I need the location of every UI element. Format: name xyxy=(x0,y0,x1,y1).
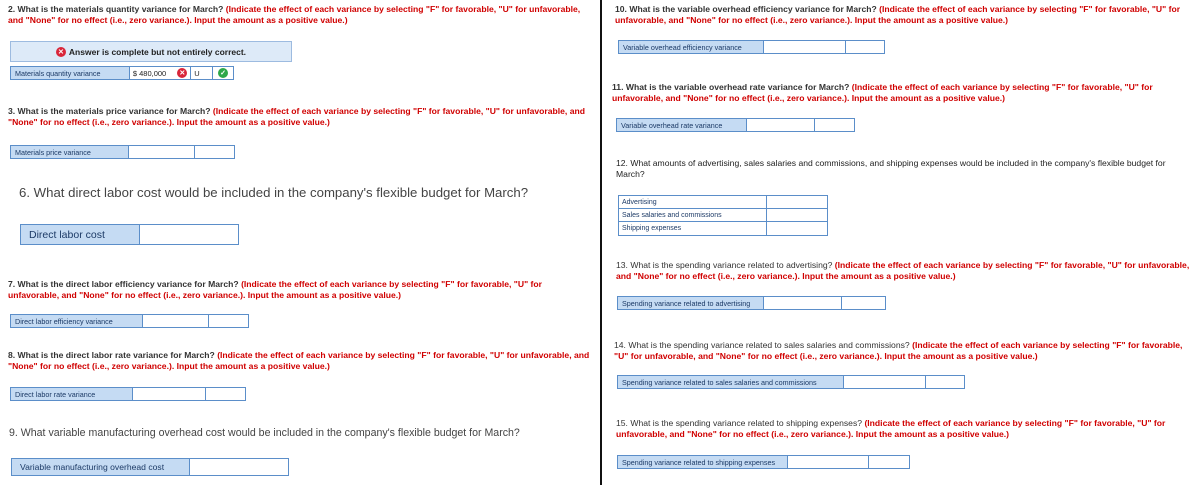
variable-manufacturing-overhead-cost-input[interactable] xyxy=(190,459,288,475)
row-label: Spending variance related to shipping expenses xyxy=(618,456,788,468)
question-7-instruction: (Indicate the effect of each variance by selecting "F" for favorable, "U" for unfavorable, and "None" for no effect (i.e., zero variance.). Input the amount as a positive value.) xyxy=(8,279,542,300)
amount-input[interactable] xyxy=(844,376,926,388)
amount-input[interactable] xyxy=(129,146,195,158)
direct-labor-rate-variance-row xyxy=(10,387,246,401)
materials-price-variance-row xyxy=(10,145,235,159)
question-10: 10. What is the variable overhead efficiency variance for March? (Indicate the effect of each variance by selecting "F" for favorable, "U" for unfavorable, and "None" for no effect (i.e., zero variance.). Input the amount as a positive value.) xyxy=(615,4,1181,25)
question-10-instruction: (Indicate the effect of each variance by selecting "F" for favorable, "U" for unfavorable, and "None" for no effect (i.e., zero variance.). Input the amount as a positive value.) xyxy=(615,4,1181,25)
question-3: 3. What is the materials price variance for March? (Indicate the effect of each variance by selecting "F" for favorable, "U" for unfavorable, and "None" for no effect (i.e., zero variance.). Input the amount as a positive value.) xyxy=(8,106,585,127)
question-11: 11. What is the variable overhead rate variance for March? (Indicate the effect of each variance by selecting "F" for favorable, "U" for unfavorable, and "None" for no effect (i.e., zero variance.). Input the amount as a positive value.) xyxy=(612,82,1153,103)
check-circle-icon: ✓ xyxy=(218,68,228,78)
advertising-input[interactable] xyxy=(767,196,827,208)
effect-select[interactable] xyxy=(206,388,245,400)
variable-overhead-efficiency-variance-row xyxy=(618,40,885,54)
direct-labor-efficiency-variance-row xyxy=(10,314,249,328)
row-label: Sales salaries and commissions xyxy=(619,209,767,221)
variable-manufacturing-overhead-cost-row xyxy=(11,458,289,476)
amount-input[interactable] xyxy=(788,456,869,468)
status-cell xyxy=(213,67,233,79)
effect-select[interactable] xyxy=(846,41,884,53)
question-2: 2. What is the materials quantity variance for March? (Indicate the effect of each variance by selecting "F" for favorable, "U" for unfavorable, and "None" for no effect (i.e., zero variance.). Input the amount as a positive value.) xyxy=(8,4,581,25)
question-15: 15. What is the spending variance related to shipping expenses? (Indicate the effect of each variance by selecting "F" for favorable, "U" for unfavorable, and "None" for no effect (i.e., zero variance.). Input the amount as a positive value.) xyxy=(616,418,1166,439)
question-8-instruction: (Indicate the effect of each variance by selecting "F" for favorable, "U" for unfavorable, and "None" for no effect (i.e., zero variance.). Input the amount as a positive value.) xyxy=(8,350,590,371)
effect-select[interactable] xyxy=(191,67,213,79)
materials-quantity-variance-row xyxy=(10,66,234,80)
effect-select[interactable] xyxy=(815,119,854,131)
question-8: 8. What is the direct labor rate variance for March? (Indicate the effect of each variance by selecting "F" for favorable, "U" for unfavorable, and "None" for no effect (i.e., zero variance.). Input the amount as a positive value.) xyxy=(8,350,590,371)
question-15-instruction: (Indicate the effect of each variance by selecting "F" for favorable, "U" for unfavorable, and "None" for no effect (i.e., zero variance.). Input the amount as a positive value.) xyxy=(616,418,1166,439)
row-label: Variable manufacturing overhead cost xyxy=(12,459,190,475)
question-11-instruction: (Indicate the effect of each variance by selecting "F" for favorable, "U" for unfavorable, and "None" for no effect (i.e., zero variance.). Input the amount as a positive value.) xyxy=(612,82,1153,103)
row-label: Shipping expenses xyxy=(619,222,767,235)
amount-input[interactable] xyxy=(133,388,206,400)
sales-salaries-input[interactable] xyxy=(767,209,827,221)
row-label: Variable overhead efficiency variance xyxy=(619,41,764,53)
budget-row-sales-salaries xyxy=(619,209,827,222)
budget-row-shipping xyxy=(619,222,827,235)
spending-variance-shipping-row xyxy=(617,455,910,469)
effect-value: U xyxy=(194,68,200,78)
row-label: Advertising xyxy=(619,196,767,208)
effect-select[interactable] xyxy=(842,297,885,309)
amount-input[interactable] xyxy=(130,67,191,79)
answer-status-text: Answer is complete but not entirely correct. xyxy=(68,46,247,57)
shipping-expenses-input[interactable] xyxy=(767,222,827,235)
row-label: Materials quantity variance xyxy=(11,67,130,79)
flexible-budget-table xyxy=(618,195,828,236)
budget-row-advertising xyxy=(619,196,827,209)
question-2-instruction: (Indicate the effect of each variance by selecting "F" for favorable, "U" for unfavorable, and "None" for no effect (i.e., zero variance.). Input the amount as a positive value.) xyxy=(8,4,581,25)
amount-value: $ 480,000 xyxy=(132,68,167,78)
answer-status-banner xyxy=(10,41,292,62)
variable-overhead-rate-variance-row xyxy=(616,118,855,132)
effect-select[interactable] xyxy=(869,456,909,468)
question-14: 14. What is the spending variance related to sales salaries and commissions? (Indicate the effect of each variance by selecting "F" for favorable, "U" for unfavorable, and "None" for no effect (i.e., zero variance.). Input the amount as a positive value.) xyxy=(614,340,1183,361)
amount-input[interactable] xyxy=(143,315,209,327)
effect-select[interactable] xyxy=(195,146,234,158)
amount-input[interactable] xyxy=(764,41,846,53)
question-13: 13. What is the spending variance related to advertising? (Indicate the effect of each variance by selecting "F" for favorable, "U" for unfavorable, and "None" for no effect (i.e., zero variance.). Input the amount as a positive value.) xyxy=(616,260,1190,281)
direct-labor-cost-row xyxy=(20,224,239,245)
question-3-instruction: (Indicate the effect of each variance by selecting "F" for favorable, "U" for unfavorable, and "None" for no effect (i.e., zero variance.). Input the amount as a positive value.) xyxy=(8,106,585,127)
x-circle-icon: ✕ xyxy=(56,47,66,57)
question-14-instruction: (Indicate the effect of each variance by selecting "F" for favorable, "U" for unfavorable, and "None" for no effect (i.e., zero variance.). Input the amount as a positive value.) xyxy=(614,340,1183,361)
row-label: Materials price variance xyxy=(11,146,129,158)
row-label: Direct labor rate variance xyxy=(11,388,133,400)
spending-variance-advertising-row xyxy=(617,296,886,310)
row-label: Direct labor cost xyxy=(21,225,140,244)
row-label: Spending variance related to sales salaries and commissions xyxy=(618,376,844,388)
effect-select[interactable] xyxy=(209,315,248,327)
question-7: 7. What is the direct labor efficiency variance for March? (Indicate the effect of each variance by selecting "F" for favorable, "U" for unfavorable, and "None" for no effect (i.e., zero variance.). Input the amount as a positive value.) xyxy=(8,279,542,300)
row-label: Spending variance related to advertising xyxy=(618,297,764,309)
amount-input[interactable] xyxy=(764,297,842,309)
x-circle-icon: ✕ xyxy=(177,68,187,78)
question-13-instruction: (Indicate the effect of each variance by selecting "F" for favorable, "U" for unfavorable, and "None" for no effect (i.e., zero variance.). Input the amount as a positive value.) xyxy=(616,260,1190,281)
amount-input[interactable] xyxy=(747,119,815,131)
spending-variance-sales-salaries-row xyxy=(617,375,965,389)
question-6: 6. What direct labor cost would be included in the company's flexible budget for March? xyxy=(19,185,529,200)
row-label: Variable overhead rate variance xyxy=(617,119,747,131)
row-label: Direct labor efficiency variance xyxy=(11,315,143,327)
direct-labor-cost-input[interactable] xyxy=(140,225,238,244)
effect-select[interactable] xyxy=(926,376,964,388)
question-12: 12. What amounts of advertising, sales salaries and commissions, and shipping expenses would be included in the company's flexible budget for March? xyxy=(616,158,1166,179)
panel-divider xyxy=(600,0,602,485)
question-9: 9. What variable manufacturing overhead cost would be included in the company's flexible budget for March? xyxy=(9,427,520,439)
